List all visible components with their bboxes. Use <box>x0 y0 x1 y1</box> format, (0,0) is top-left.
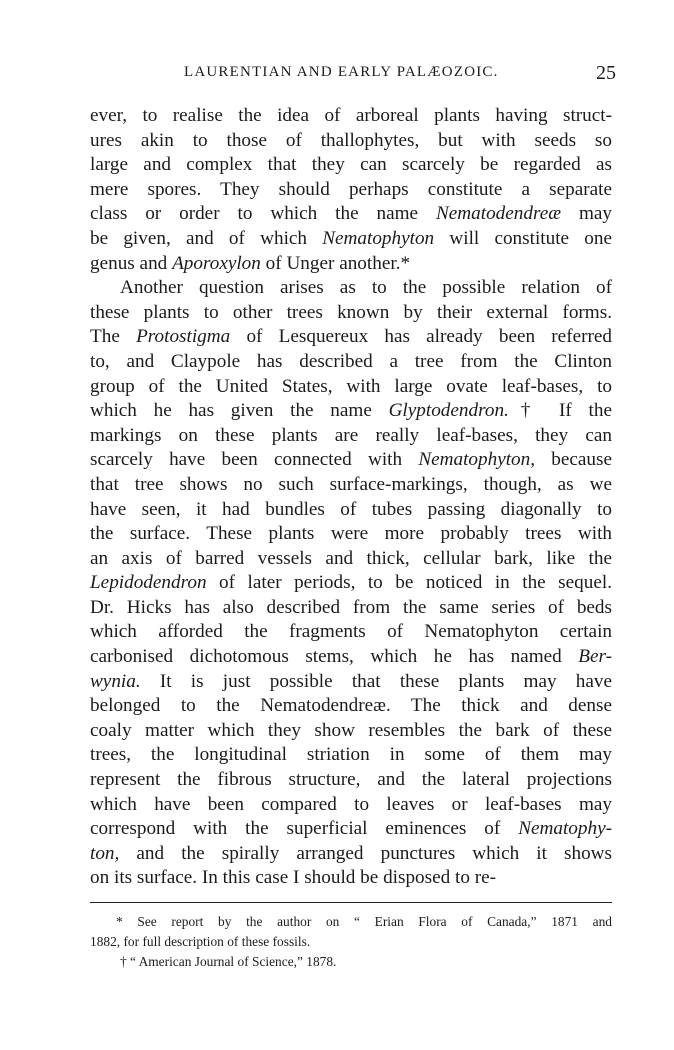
text-line <box>90 227 612 252</box>
text-run: The <box>90 326 137 348</box>
text-run: of Unger another.* <box>260 252 411 274</box>
running-title: LAURENTIAN AND EARLY PALÆOZOIC. <box>184 64 499 80</box>
text-run: coaly matter which they show resembles the bark of these <box>90 719 612 741</box>
text-line <box>90 424 612 449</box>
text-run: these plants to other trees known by their external forms. <box>90 301 612 323</box>
text-run: It is just possible that these plants may have <box>140 670 612 692</box>
text-line <box>90 104 612 129</box>
footnote-rule <box>90 902 612 903</box>
text-line <box>90 448 612 473</box>
italic-term: Glyptodendron. <box>388 400 509 422</box>
text-run: which have been compared to leaves or leaf-bases may <box>90 793 612 815</box>
text-run: scarcely have been connected with <box>90 449 419 471</box>
text-run: because <box>535 449 612 471</box>
text-line <box>90 817 612 842</box>
text-line <box>90 202 612 227</box>
text-run: large and complex that they can scarcely be regarded as <box>90 154 612 176</box>
text-line <box>90 866 612 891</box>
text-line <box>90 694 612 719</box>
text-line <box>90 743 612 768</box>
text-run: on its surface. In this case I should be disposed to re- <box>90 867 497 889</box>
text-line <box>90 670 612 695</box>
text-run: an axis of barred vessels and thick, cellular bark, like the <box>90 547 612 569</box>
text-run: carbonised dichotomous stems, which he has named <box>90 646 579 668</box>
text-run: markings on these plants are really leaf-bases, they can <box>90 424 612 446</box>
text-run: correspond with the superficial eminences of <box>90 818 519 840</box>
text-line <box>90 129 612 154</box>
text-run: that tree shows no such surface-markings, though, as we <box>90 473 612 495</box>
text-run: be given, and of which <box>90 227 323 249</box>
text-line <box>90 793 612 818</box>
text-line <box>90 399 612 424</box>
text-run: which he has given the name <box>90 400 389 422</box>
text-line <box>90 350 612 375</box>
text-run: class or order to which the name <box>90 203 436 225</box>
footnotes <box>90 912 612 972</box>
text-run: and the spirally arranged punctures which it shows <box>119 842 612 864</box>
text-line <box>90 620 612 645</box>
italic-term: wynia. <box>90 670 141 692</box>
text-line <box>90 645 612 670</box>
text-run: which afforded the fragments of Nematophyton certain <box>90 621 612 643</box>
text-run: group of the United States, with large ovate leaf-bases, to <box>90 375 612 397</box>
text-run: trees, the longitudinal striation in some of them may <box>90 744 612 766</box>
text-run: ever, to realise the idea of arboreal plants having struct- <box>90 105 612 126</box>
page-number: 25 <box>596 62 616 84</box>
text-line <box>90 842 612 867</box>
text-line <box>90 473 612 498</box>
italic-term: Protostigma <box>136 326 231 348</box>
text-line <box>90 719 612 744</box>
italic-term: Nematophy- <box>518 818 612 840</box>
text-line <box>90 375 612 400</box>
text-run: the surface. These plants were more probably trees with <box>90 523 612 545</box>
running-head <box>88 62 616 88</box>
text-run: to, and Claypole has described a tree from the Clinton <box>90 350 612 372</box>
body-text <box>90 104 612 891</box>
italic-term: Lepidodendron <box>90 572 207 594</box>
text-line <box>90 596 612 621</box>
text-run: will constitute one <box>434 227 612 249</box>
text-line <box>90 178 612 203</box>
text-run: represent the fibrous structure, and the lateral projections <box>90 769 612 791</box>
italic-term: Ber- <box>578 646 612 668</box>
text-run: mere spores. They should perhaps constitute a separate <box>90 178 612 200</box>
text-run: of later periods, to be noticed in the sequel. <box>206 572 612 594</box>
text-line <box>90 547 612 572</box>
text-run: genus and <box>90 252 173 274</box>
text-line <box>90 522 612 547</box>
italic-term: Nematodendreæ <box>435 203 562 225</box>
text-run: Another question arises as to the possible relation of <box>120 277 612 299</box>
text-line <box>90 301 612 326</box>
text-line <box>90 153 612 178</box>
text-line <box>90 571 612 596</box>
text-line <box>90 325 612 350</box>
text-run: have seen, it had bundles of tubes passing diagonally to <box>90 498 612 520</box>
italic-term: Aporoxylon <box>172 252 261 274</box>
text-line <box>90 252 612 277</box>
text-run: may <box>561 203 612 225</box>
text-run: of Lesquereux has already been referred <box>230 326 612 348</box>
text-line <box>90 768 612 793</box>
footnote-1-line-1: * See report by the author on “ Erian Flora of Canada,” 1871 and <box>116 914 612 929</box>
italic-term: Nematophyton <box>322 227 435 249</box>
text-line <box>90 498 612 523</box>
text-run: Dr. Hicks has also described from the same series of beds <box>90 596 612 618</box>
text-run: † If the <box>508 400 612 422</box>
footnote-1-line-2: 1882, for full description of these fossils. <box>90 934 311 949</box>
text-line <box>90 276 612 301</box>
italic-term: Nematophyton, <box>418 449 536 471</box>
text-run: belonged to the Nematodendreæ. The thick and dense <box>90 695 612 717</box>
footnote-2: † “ American Journal of Science,” 1878. <box>120 954 337 969</box>
italic-term: ton, <box>90 842 120 864</box>
text-run: ures akin to those of thallophytes, but with seeds so <box>90 129 612 151</box>
